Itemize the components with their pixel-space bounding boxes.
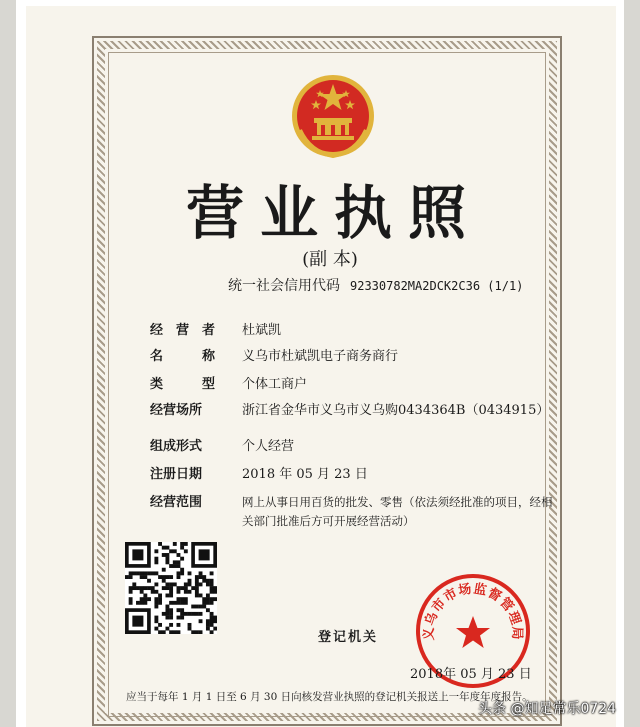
license-title: 营业执照 [186,179,483,247]
field-label: 组成形式 [150,439,203,454]
field-value: 杜斌凯 [242,323,282,338]
credit-code-label: 统一社会信用代码 [228,278,340,294]
credit-code-value: 92330782MA2DCK2C36 (1/1) [350,279,524,293]
credit-code-row [228,276,523,296]
national-emblem-icon [290,70,376,162]
field-address [150,402,550,420]
field-label: 经营范围 [150,495,203,510]
field-label: 名 称 [150,349,216,364]
field-value: 个体工商户 [242,377,308,392]
field-operator [150,322,282,340]
registration-authority-label: 登记机关 [318,630,379,645]
field-value: 2018 年 05 月 23 日 [242,467,368,482]
field-form [150,438,295,456]
field-label: 经 营 者 [150,323,216,338]
field-label: 类 型 [150,377,216,392]
field-registration-date [150,466,368,484]
field-value: 个人经营 [242,439,295,454]
field-type [150,376,308,394]
watermark-text: 头条 @知足常乐0724 [478,701,617,717]
field-value: 义乌市杜斌凯电子商务商行 [242,349,399,364]
business-scope-value: 网上从事日用百货的批发、零售（依法须经批准的项目，经相关部门批准后方可开展经营活动） [242,495,553,528]
right-margin [624,0,640,727]
field-business-scope [150,494,226,512]
field-value: 浙江省金华市义乌市义乌购0434364B（0434915） [242,403,550,418]
svg-text:义乌市市场监督管理局: 义乌市市场监督管理局 [421,581,525,641]
field-name [150,348,399,366]
annual-report-notice: 应当于每年 1 月 1 日至 6 月 30 日向核发营业执照的登记机关报送上一年度年度报告。 [126,691,533,703]
license-subtitle: (副 本) [302,249,358,270]
field-label: 注册日期 [150,467,203,482]
left-margin [0,0,16,727]
issue-date: 2018年 05 月 23 日 [410,667,532,682]
field-label: 经营场所 [150,403,203,418]
qr-code-icon [125,542,217,634]
